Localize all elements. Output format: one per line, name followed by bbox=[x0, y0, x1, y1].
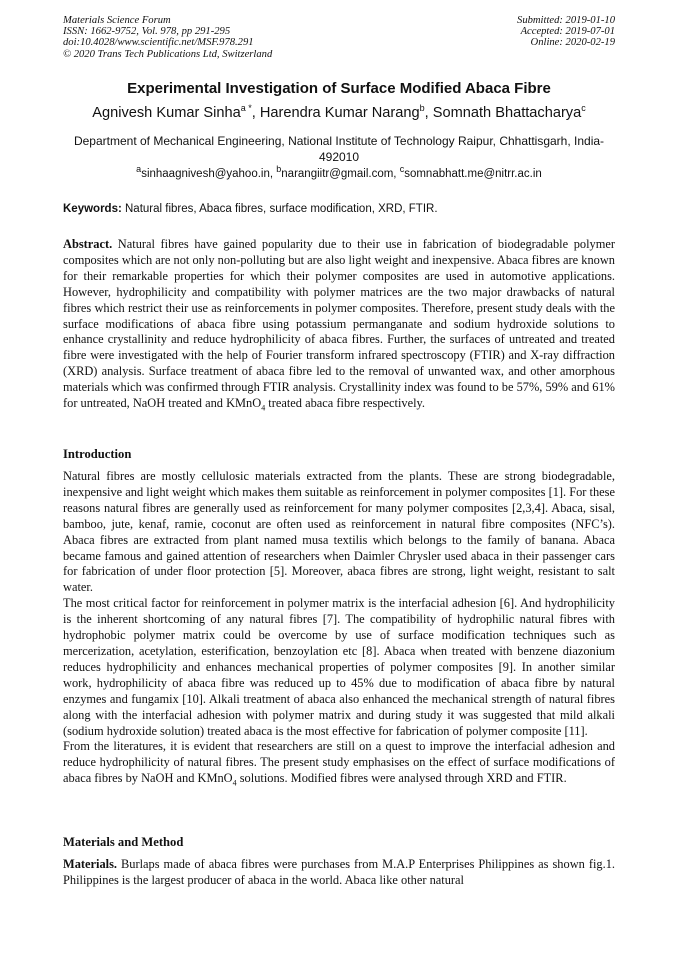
journal-header bbox=[63, 15, 272, 60]
author-2-marker: b bbox=[419, 103, 425, 114]
intro-paragraph-2: The most critical factor for reinforcement in polymer matrix is the interfacial adhesion [6]. And hydrophilicity is the inherent shortcoming of any natural fibres [7]. The compatibility of hydrophilic natural fibres with hydrophobic polymer matrix could be overcome by use of surface modification techniques such as mercerization, acetylation, esterification, benzoylation etc [8]. Abaca when treated with benzene diazonium reduces hydrophilicity and enhances mechanical properties of polymer composites [9]. In another similar work, hydrophilicity of abaca fibre was reduced up to 45% due to modification of abaca fibre by natural enzymes and fungamix [10]. Alkali treatment of abaca also enhanced the mechanical strength of natural fibres along with the interfacial adhesion with polymer matrix and during study it was suggested that mild alkali (sodium hydroxide solution) treated abaca is the most effective for fabrication of polymer composite [11]. bbox=[63, 596, 615, 738]
author-list bbox=[20, 105, 658, 121]
intro-paragraph-3 bbox=[63, 739, 615, 787]
section-heading-introduction: Introduction bbox=[63, 447, 132, 461]
email-c-marker: c bbox=[399, 164, 405, 175]
paper-title: Experimental Investigation of Surface Modified Abaca Fibre bbox=[127, 80, 551, 97]
doi-line: doi:10.4028/www.scientific.net/MSF.978.291 bbox=[63, 37, 254, 49]
intro-paragraph-1: Natural fibres are mostly cellulosic materials extracted from the plants. These are strong biodegradable, inexpensive and light weight which makes them suitable as reinforcement in polymer composites [1]. For these reasons natural fibres are generally used as reinforcement for many polymer composites [2,3,4]. Abaca, sisal, bamboo, jute, kenaf, ramie, coconut are often used as reinforcement in natural fibre composites (NFC’s). Abaca fibres are extracted from plant named musa textilis which belongs to the family of banana. Abaca became famous and gained attention of researchers when Daimler Chrysler used abaca in their passenger cars for fabrication of under floor protection [5]. Moreover, abaca fibres are strong, light weight, resistant to salt water. bbox=[63, 469, 615, 595]
materials-body bbox=[63, 857, 615, 889]
intro-p3-text-end: solutions. Modified fibres were analysed through XRD and FTIR. bbox=[236, 771, 567, 786]
online-date: Online: 2020-02-19 bbox=[530, 37, 615, 49]
email-b-marker: b bbox=[276, 164, 282, 175]
email-a: sinhaagnivesh@yahoo.in, bbox=[141, 168, 277, 180]
materials-text: Burlaps made of abaca fibres were purchases from M.A.P Enterprises Philippines as shown fig.1. Philippines is the largest producer of abaca in the world. Abaca like other natural bbox=[63, 857, 615, 887]
keywords-text: Natural fibres, Abaca fibres, surface modification, XRD, FTIR. bbox=[121, 203, 438, 215]
intro-p3-text: From the literatures, it is evident that researchers are still on a quest to improve the interfacial adhesion and reduce hydrophilicity of natural fibres. The present study emphasises on the effect of surface modifications of abaca fibres by NaOH and KMnO bbox=[63, 739, 615, 786]
submitted-date: Submitted: 2019-01-10 bbox=[517, 15, 615, 26]
author-2: Harendra Kumar Narang bbox=[259, 105, 420, 121]
abstract-text: Natural fibres have gained popularity due to their use in fabrication of biodegradable polymer composites which are not only non-polluting but are also light weight and inexpensive. Abaca fibres are known for their remarkable properties for which their polymer composites are used in automotive applications. However, hydrophilicity and compatibility with polymer matrices are the two major drawbacks of natural fibres which restrict their use as reinforcements in polymer composites. Therefore, present study deals with the surface modifications of abaca fibre using potassium permanganate and sodium hydroxide solutions to enhance crystallinity and reduce hydrophilicity of abaca fibres. Further, the surfaces of untreated and treated fibre were investigated with the help of Fourier transform infrared spectroscopy (FTIR) and X-ray diffraction (XRD) analysis. Surface treatment of abaca fibre led to the removal of unwanted wax, and other amorphous materials which was confirmed through FTIR analysis. Crystallinity index was found to be 57%, 59% and 61% for untreated, NaOH treated and KMnO bbox=[63, 237, 615, 411]
section-heading-materials-method: Materials and Method bbox=[63, 835, 184, 849]
author-3: Somnath Bhattacharya bbox=[432, 105, 582, 121]
author-1-marker: a * bbox=[240, 103, 252, 114]
abstract-paragraph bbox=[63, 237, 615, 412]
introduction-body bbox=[63, 469, 615, 787]
accepted-date: Accepted: 2019-07-01 bbox=[520, 26, 615, 38]
keywords-label: Keywords: bbox=[63, 203, 122, 215]
abstract-text-end: treated abaca fibre respectively. bbox=[265, 396, 426, 411]
author-1: Agnivesh Kumar Sinha bbox=[92, 105, 241, 121]
author-3-marker: c bbox=[581, 103, 586, 114]
copyright-line: © 2020 Trans Tech Publications Ltd, Switzerland bbox=[63, 48, 273, 60]
keywords bbox=[63, 203, 615, 215]
author-separator: , bbox=[424, 105, 433, 121]
journal-name: Materials Science Forum bbox=[63, 15, 171, 26]
abstract bbox=[63, 237, 615, 412]
abstract-label: Abstract. bbox=[63, 237, 113, 251]
email-c: somnabhatt.me@nitrr.ac.in bbox=[404, 168, 542, 180]
email-list bbox=[40, 164, 638, 180]
email-a-marker: a bbox=[136, 164, 142, 175]
intro-p3-subscript: 4 bbox=[232, 778, 237, 788]
email-b: narangiitr@gmail.com, bbox=[281, 168, 400, 180]
materials-label: Materials. bbox=[63, 857, 118, 871]
author-separator: , bbox=[251, 105, 260, 121]
dates-header bbox=[517, 15, 615, 49]
materials-paragraph bbox=[63, 857, 615, 889]
abstract-subscript: 4 bbox=[261, 403, 266, 413]
affiliation: Department of Mechanical Engineering, National Institute of Technology Raipur, Chhattisgarh, India-492010 bbox=[73, 134, 605, 164]
issn-line: ISSN: 1662-9752, Vol. 978, pp 291-295 bbox=[63, 26, 231, 38]
